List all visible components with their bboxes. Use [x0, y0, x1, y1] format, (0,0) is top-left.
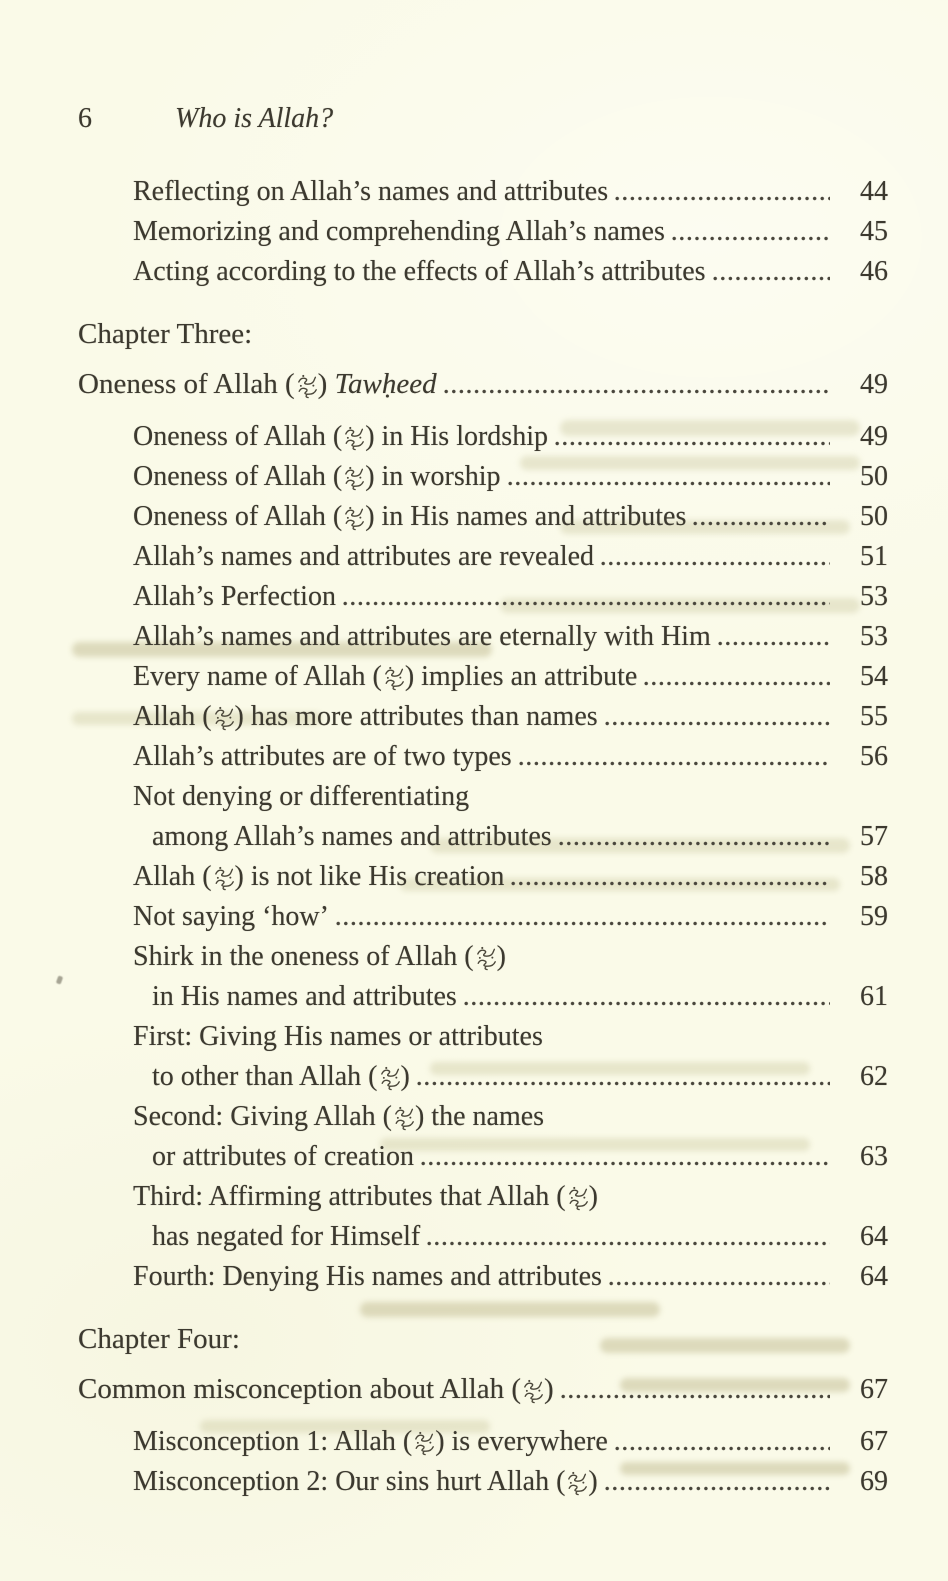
toc-entry-row [0, 1217, 888, 1257]
toc-entry-row [0, 537, 888, 577]
toc-chapter-row [0, 314, 888, 354]
toc-entry-row [0, 457, 888, 497]
page-number: 6 [78, 103, 92, 134]
dot-leader [553, 435, 830, 445]
dot-leader [334, 915, 830, 925]
dot-leader [509, 875, 830, 885]
toc-entry-label: Misconception 1: Allah ( ) is everywhere [133, 1426, 608, 1457]
honorific-icon [213, 705, 234, 731]
toc-page-number: 49 [860, 421, 888, 452]
toc-entry-row [0, 1462, 888, 1502]
dot-leader [462, 995, 830, 1005]
honorific-icon [213, 865, 234, 891]
dot-leader [691, 515, 830, 525]
toc-entry-row [0, 1177, 888, 1217]
toc-entry-row [0, 817, 888, 857]
toc-entry-row [0, 657, 888, 697]
honorific-icon [413, 1430, 434, 1456]
toc-entry-row [0, 697, 888, 737]
toc-entry-label: Allah ( ) is not like His creation [133, 861, 505, 892]
toc-page-number: 59 [860, 901, 888, 932]
toc-entry-label: Memorizing and comprehending Allah’s names [133, 216, 665, 247]
toc-entry-label: Not saying ‘how’ [133, 901, 329, 932]
toc-page-number: 55 [860, 701, 888, 732]
dot-leader [517, 755, 830, 765]
toc-page-number: 53 [860, 581, 888, 612]
toc-entry-label: Chapter Four: [78, 1323, 240, 1355]
toc-entry-label: Oneness of Allah ( ) Tawḥeed [78, 368, 437, 400]
toc-entry-row [0, 617, 888, 657]
toc-page-number: 44 [860, 176, 888, 207]
dot-leader [613, 190, 830, 200]
toc-entry-label: has negated for Himself [152, 1221, 421, 1252]
toc-entry-row [0, 172, 888, 212]
dot-leader [419, 1155, 830, 1165]
toc-entry-label: Allah’s attributes are of two types [133, 741, 512, 772]
toc-entry-row [0, 1057, 888, 1097]
toc-entry-row [0, 212, 888, 252]
toc-entry-row [0, 977, 888, 1017]
toc-entry-row [0, 1097, 888, 1137]
dot-leader [506, 475, 830, 485]
toc-entry-row [0, 1257, 888, 1297]
toc-page-number: 46 [860, 256, 888, 287]
dot-leader [603, 715, 830, 725]
toc-entry-row [0, 897, 888, 937]
toc-entry-label: Misconception 2: Our sins hurt Allah ( ) [133, 1466, 598, 1497]
toc-page-number: 61 [860, 981, 888, 1012]
honorific-icon [393, 1105, 414, 1131]
toc-entry-label: Allah ( ) has more attributes than names [133, 701, 598, 732]
toc-entry-row [0, 737, 888, 777]
dot-leader [613, 1440, 830, 1450]
toc-page-number: 62 [860, 1061, 888, 1092]
toc-entry-row [0, 937, 888, 977]
toc-entry-row [0, 417, 888, 457]
dot-leader [425, 1235, 830, 1245]
toc-page-number: 67 [860, 1374, 888, 1405]
toc-page-number: 56 [860, 741, 888, 772]
toc-entry-row [0, 777, 888, 817]
toc-entry-row [0, 577, 888, 617]
honorific-icon [475, 945, 496, 971]
toc-entry-row [0, 1137, 888, 1177]
toc-entry-label: Allah’s Perfection [133, 581, 336, 612]
honorific-icon [343, 465, 364, 491]
dot-leader [599, 555, 830, 565]
toc-entry-label: or attributes of creation [152, 1141, 415, 1172]
toc-chapter-row [0, 1369, 888, 1410]
toc-entry-label: Fourth: Denying His names and attributes [133, 1261, 602, 1292]
toc-entry-label: Second: Giving Allah ( ) the names [133, 1101, 545, 1132]
dot-leader [442, 383, 830, 393]
honorific-icon [379, 1065, 400, 1091]
dot-leader [642, 675, 830, 685]
toc-entry-label: Common misconception about Allah ( ) [78, 1373, 554, 1405]
toc-page-number: 54 [860, 661, 888, 692]
toc [0, 172, 948, 1502]
honorific-icon [343, 505, 364, 531]
toc-entry-row [0, 1017, 888, 1057]
honorific-icon [296, 373, 317, 399]
toc-entry-label: First: Giving His names or attributes [133, 1021, 543, 1052]
toc-entry-row [0, 497, 888, 537]
dot-leader [603, 1480, 830, 1490]
dot-leader [341, 595, 830, 605]
running-title: Who is Allah? [175, 103, 334, 134]
toc-entry-row [0, 252, 888, 292]
toc-entry-label: Reflecting on Allah’s names and attributes [133, 176, 609, 207]
dot-leader [670, 230, 830, 240]
toc-entry-row [0, 857, 888, 897]
dot-leader [711, 270, 830, 280]
toc-entry-label: in His names and attributes [152, 981, 457, 1012]
dot-leader [559, 1388, 830, 1398]
toc-page-number: 45 [860, 216, 888, 247]
toc-page-number: 64 [860, 1261, 888, 1292]
toc-page-number: 49 [860, 369, 888, 400]
honorific-icon [343, 425, 364, 451]
toc-page-number: 50 [860, 501, 888, 532]
toc-entry-label: Oneness of Allah ( ) in worship [133, 461, 501, 492]
dot-leader [415, 1075, 830, 1085]
toc-page-number: 67 [860, 1426, 888, 1457]
toc-entry-label: to other than Allah ( ) [152, 1061, 410, 1092]
toc-page-number: 63 [860, 1141, 888, 1172]
toc-page-number: 64 [860, 1221, 888, 1252]
toc-entry-label: among Allah’s names and attributes [152, 821, 552, 852]
toc-entry-label: Not denying or differentiating [133, 781, 470, 812]
toc-entry-label: Allah’s names and attributes are revealed [133, 541, 595, 572]
toc-page-number: 69 [860, 1466, 888, 1497]
honorific-icon [522, 1378, 543, 1404]
toc-entry-label: Oneness of Allah ( ) in His names and attributes [133, 501, 687, 532]
toc-page-number: 53 [860, 621, 888, 652]
toc-entry-label: Shirk in the oneness of Allah ( ) [133, 941, 506, 972]
dot-leader [607, 1275, 830, 1285]
toc-page-number: 50 [860, 461, 888, 492]
dot-leader [557, 835, 830, 845]
toc-page-number: 57 [860, 821, 888, 852]
toc-chapter-row [0, 1319, 888, 1359]
toc-page-number: 51 [860, 541, 888, 572]
toc-entry-label: Chapter Three: [78, 318, 253, 350]
toc-entry-row [0, 1422, 888, 1462]
toc-entry-label: Every name of Allah ( ) implies an attribute [133, 661, 638, 692]
toc-entry-label: Acting according to the effects of Allah’s attributes [133, 256, 706, 287]
toc-page-number: 58 [860, 861, 888, 892]
honorific-icon [566, 1470, 587, 1496]
toc-entry-label: Allah’s names and attributes are eternally with Him [133, 621, 711, 652]
toc-chapter-row [0, 364, 888, 405]
honorific-icon [567, 1185, 588, 1211]
toc-entry-label: Third: Affirming attributes that Allah ( ) [133, 1181, 598, 1212]
toc-entry-label: Oneness of Allah ( ) in His lordship [133, 421, 548, 452]
honorific-icon [383, 665, 404, 691]
dot-leader [716, 635, 830, 645]
